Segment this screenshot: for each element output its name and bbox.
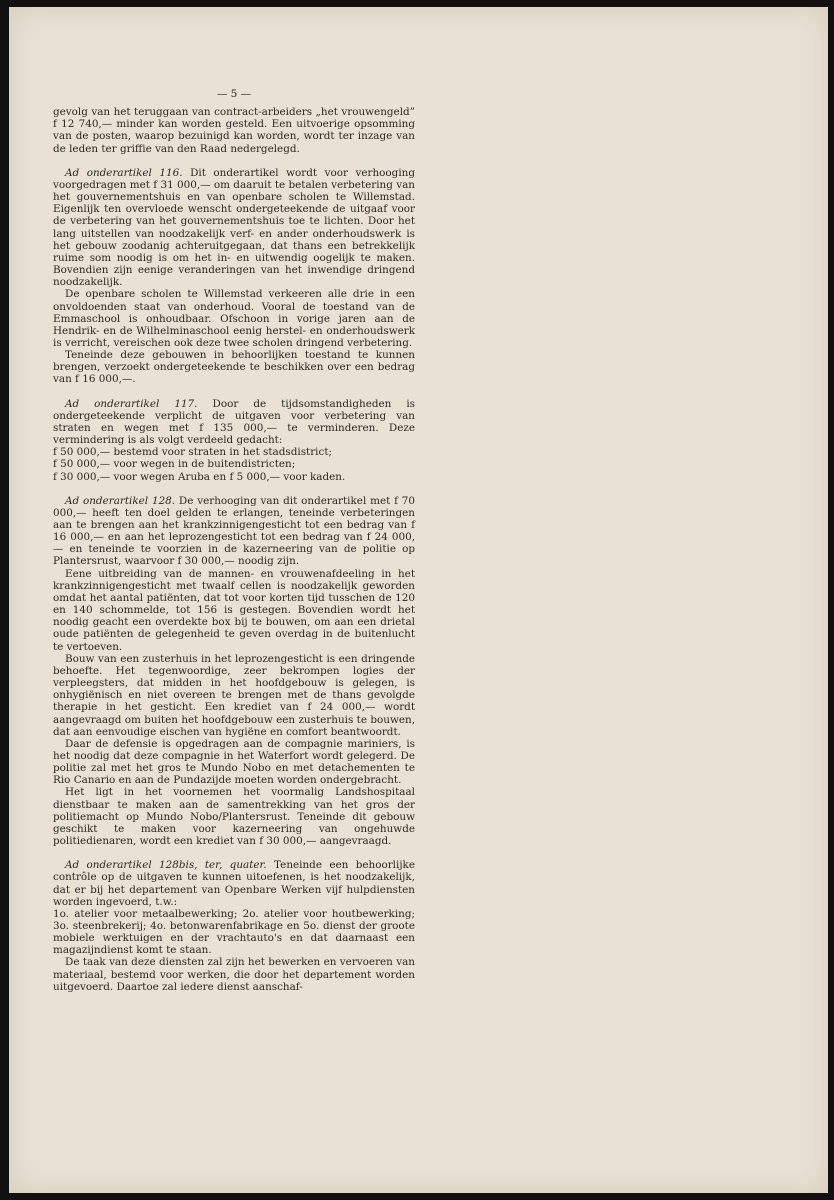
paragraph: Ad onderartikel 116. Dit onderartikel wordt voor verhooging voorgedragen met f 31 000,— om daaruit te betalen verbetering van het gouvernementshuis en van openbare scholen te Willemstad. Eigenlijk ten overvloede wenscht ondergeteekende de uitgaaf voor de verbetering van het gouvernementshuis toe te lichten. Door het lang uitstellen van noodzakelijk verf- en ander onderhoudswerk is het gebouw zoodanig achteruitgegaan, dat thans een betrekkelijk ruime som noodig is om het in- en uitwendig oogelijk te maken. Bovendien zijn eenige veranderingen van het inwendige dringend noodzakelijk. (53, 166, 415, 289)
paragraph: Teneinde deze gebouwen in behoorlijken toestand te kunnen brengen, verzoekt ondergeteekende te beschikken over een bedrag van f 16 000,—. (53, 349, 415, 386)
document-text (53, 88, 415, 993)
list-item: f 30 000,— voor wegen Aruba en f 5 000,— voor kaden. (53, 470, 346, 483)
paragraph: Ad onderartikel 128. De verhooging van dit onderartikel met f 70 000,— heeft ten doel gelden te erlangen, teneinde verbeteringen aan te brengen aan het krankzinnigengesticht tot een bedrag van f 16 000,— en aan het leprozengesticht tot een bedrag van f 24 000,— en teneinde te voorzien in de kazerneering van de politie op Plantersrust, waarvoor f 30 000,— noodig zijn. (53, 494, 415, 568)
list-item: f 50 000,— voor wegen in de buitendistricten; (53, 458, 296, 471)
paragraph: gevolg van het teruggaan van contract-arbeiders „het vrouwengeld” f 12 740,— minder kan worden gesteld. Een uitvoerige opsomming van de posten, waarop bezuinigd kan worden, wordt ter inzage van de leden ter griffie van den Raad nedergelegd. (53, 106, 415, 155)
page-number: — 5 — (216, 88, 252, 100)
paragraph-heading: Ad onderartikel 117. (65, 397, 198, 410)
paragraph: Bouw van een zusterhuis in het leprozengesticht is een dringende behoefte. Het tegenwoordige, zeer bekrompen logies der verpleegsters, dat midden in het hoofdgebouw is gelegen, is onhygiënisch en niet overeen te brengen met de thans gevolgde therapie in het gesticht. Een krediet van f 24 000,— wordt aangevraagd om buiten het hoofdgebouw een zusterhuis te bouwen, dat aan eenvoudige eischen van hygiëne en comfort beantwoordt. (53, 652, 415, 738)
paragraph: De openbare scholen te Willemstad verkeeren alle drie in een onvoldoenden staat van onderhoud. Vooral de toestand van de Emmaschool is onhoudbaar. Ofschoon in vorige jaren aan de Hendrik- en de Wilhelminaschool eenig herstel- en onderhoudswerk is verricht, vereischen ook deze twee scholen dringend verbetering. (53, 288, 415, 349)
paragraph-heading: Ad onderartikel 116. (65, 166, 183, 179)
list-item: f 50 000,— bestemd voor straten in het stadsdistrict; (53, 446, 332, 459)
paragraph-heading: Ad onderartikel 128bis, ter, quater. (65, 859, 267, 872)
paragraph-heading: Ad onderartikel 128. (65, 494, 176, 507)
paragraph: Ad onderartikel 128bis, ter, quater. Teneinde een behoorlijke contrôle op de uitgaven te kunnen uitoefenen, is het noodzakelijk, dat er bij het departement van Openbare Werken vijf hulpdiensten worden ingevoerd, t.w.: (53, 859, 415, 908)
paragraph: De taak van deze diensten zal zijn het bewerken en vervoeren van materiaal, bestemd voor werken, die door het departement worden uitgevoerd. Daartoe zal iedere dienst aanschaf- (53, 956, 415, 993)
paragraph: Eene uitbreiding van de mannen- en vrouwenafdeeling in het krankzinnigengesticht met twaalf cellen is noodzakelijk geworden omdat het aantal patiënten, dat tot voor korten tijd tusschen de 120 en 140 schommelde, tot 156 is gestegen. Bovendien wordt het noodig geacht een overdekte box bij te bouwen, om aan een drietal oude patiënten de gelegenheid te geven overdag in de buitenlucht te vertoeven. (53, 567, 415, 653)
paragraph: Ad onderartikel 117. Door de tijdsomstandigheden is ondergeteekende verplicht de uitgaven voor verbetering van straten en wegen met f 135 000,— te verminderen. Deze vermindering is als volgt verdeeld gedacht: (53, 397, 416, 447)
paragraph: Daar de defensie is opgedragen aan de compagnie mariniers, is het noodig dat deze compagnie in het Waterfort wordt gelegerd. De politie zal met het gros te Mundo Nobo en met detachementen te Rio Canario en aan de Pundazijde moeten worden ondergebracht. (53, 737, 415, 787)
paragraph: 1o. atelier voor metaalbewerking; 2o. atelier voor houtbewerking; 3o. steenbrekerij; 4o. betonwarenfabrikage en 5o. dienst der groote mobiele werktuigen en der vrachtauto's en dat daarnaast een magazijndienst komt te staan. (53, 907, 415, 957)
paragraph: Het ligt in het voornemen het voormalig Landshospitaal dienstbaar te maken aan de samentrekking van het gros der politiemacht op Mundo Nobo/Plantersrust. Teneinde dit gebouw geschikt te maken voor kazerneering van ongehuwde politiedienaren, wordt een krediet van f 30 000,— aangevraagd. (53, 786, 415, 848)
